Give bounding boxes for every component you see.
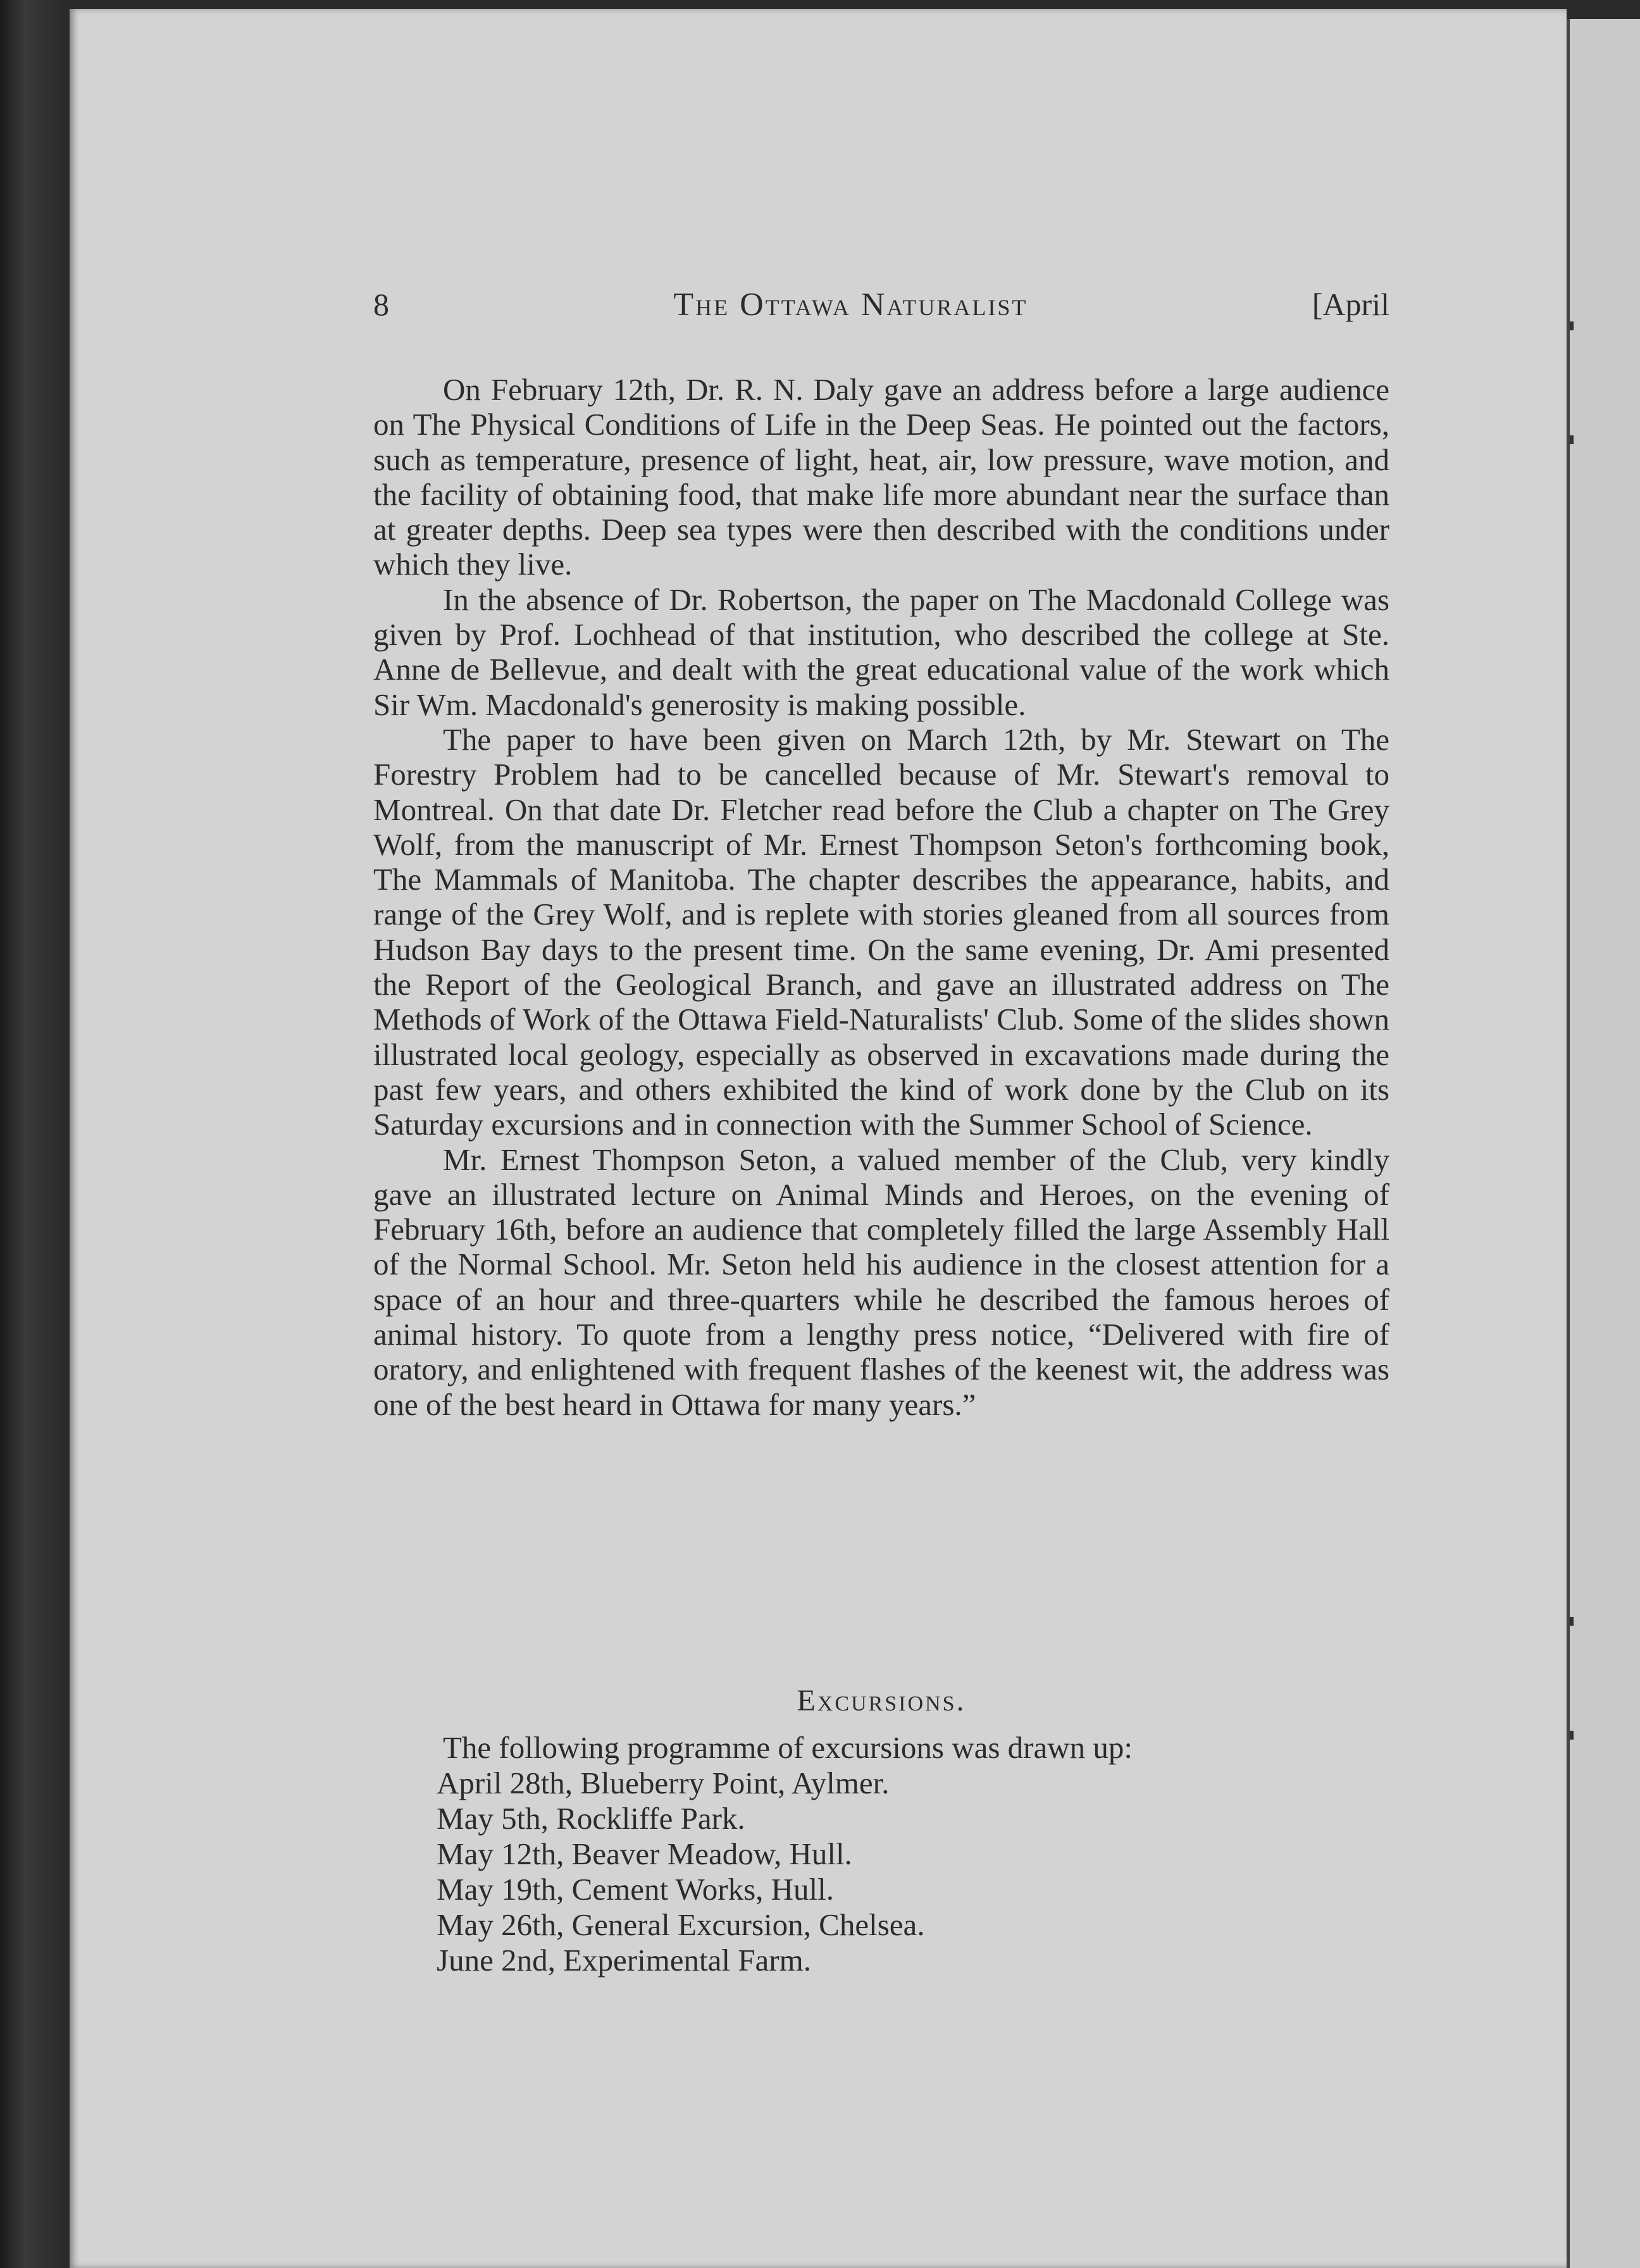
paragraph-grey-wolf: The paper to have been given on March 12th, by Mr. Stewart on The Forestry Problem had to be cancelled because of Mr. Stewart's removal to Montreal. On that date Dr. Fletcher read before the Club a chapter on The Grey Wolf, from the manuscript of Mr. Ernest Thompson Seton's forthcoming book, The Mammals of Manitoba. The chapter describes the appearance, habits, and range of the Grey Wolf, and is replete with stories gleaned from all sources from Hudson Bay days to the present time. On the same evening, Dr. Ami presented the Report of the Geological Branch, and gave an illustrated address on The Methods of Work of the Ottawa Field-Naturalists' Club. Some of the slides shown illustrated local geology, especially as observed in excavations made during the past few years, and others exhibited the kind of work done by the Club on its Saturday excursions and in connection with the Summer School of Science. — [373, 721, 1389, 1142]
excursions-intro: The following programme of excursions was drawn up: — [443, 1730, 1133, 1765]
facing-page-edge — [1567, 19, 1640, 2268]
paragraph-macdonald-college: In the absence of Dr. Robertson, the paper on The Macdonald College was given by Prof. Lochhead of that institution, who described the college at Ste. Anne de Bellevue, and dealt with the great educational value of the work which Sir Wm. Macdonald's generosity is making possible. — [373, 582, 1389, 722]
paragraph-daly-address: On February 12th, Dr. R. N. Daly gave an address before a large audience on The Physical Conditions of Life in the Deep Seas. He pointed out the factors, such as temperature, presence of light, heat, air, low pressure, wave motion, and the facility of obtaining food, that make life more abundant near the surface than at greater depths. Deep sea types were then described with the conditions under which they live. — [373, 372, 1389, 582]
excursion-list — [373, 1766, 1389, 1978]
page-edge-mark — [1570, 321, 1574, 330]
excursion-item: May 12th, Beaver Meadow, Hull. — [437, 1836, 852, 1871]
issue-month: [April — [1312, 287, 1389, 322]
excursions-heading: Excursions. — [797, 1684, 966, 1717]
excursion-item: May 26th, General Excursion, Chelsea. — [437, 1907, 925, 1942]
running-header — [373, 286, 1389, 337]
page-number: 8 — [373, 287, 389, 322]
journal-title: The Ottawa Naturalist — [673, 287, 1028, 323]
article-body — [373, 372, 1389, 1422]
excursion-item: May 5th, Rockliffe Park. — [437, 1801, 745, 1836]
excursion-item: April 28th, Blueberry Point, Aylmer. — [437, 1766, 890, 1800]
page-edge-mark — [1570, 1731, 1574, 1740]
page-edge-mark — [1570, 1617, 1574, 1626]
excursion-item: June 2nd, Experimental Farm. — [437, 1943, 811, 1978]
paragraph-seton-lecture: Mr. Ernest Thompson Seton, a valued member of the Club, very kindly gave an illustrated lecture on Animal Minds and Heroes, on the evening of February 16th, before an audience that completely filled the large Assembly Hall of the Normal School. Mr. Seton held his audience in the closest attention for a space of an hour and three-quarters while he described the famous heroes of animal history. To quote from a lengthy press notice, “Delivered with fire of oratory, and enlightened with frequent flashes of the keenest wit, the address was one of the best heard in Ottawa for many years.” — [373, 1142, 1389, 1422]
page-edge-mark — [1570, 435, 1574, 444]
excursions-section — [373, 1730, 1389, 1978]
excursion-item: May 19th, Cement Works, Hull. — [437, 1872, 835, 1907]
